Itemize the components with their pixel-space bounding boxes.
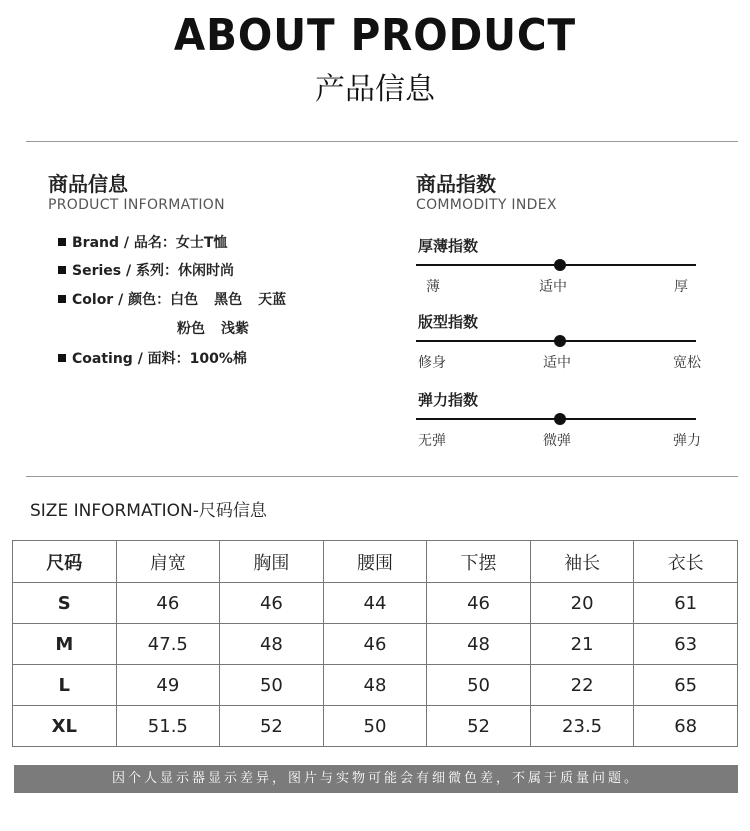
spec-color — [58, 289, 302, 309]
table-cell: 51.5 — [116, 706, 220, 747]
spec-coating-text: Coating / 面料：100%棉 — [72, 351, 247, 367]
bullet-icon — [58, 354, 66, 362]
divider-top — [26, 141, 738, 142]
table-cell: 49 — [116, 665, 220, 706]
table-row — [13, 624, 738, 665]
commodity-index-heading: 商品指数 — [416, 172, 496, 196]
product-info-heading: 商品信息 — [48, 172, 128, 196]
page-title-cn: 产品信息 — [315, 72, 435, 107]
table-cell: 46 — [427, 583, 531, 624]
table-cell: 61 — [634, 583, 738, 624]
table-cell: 50 — [427, 665, 531, 706]
table-cell: 20 — [530, 583, 634, 624]
table-cell: 50 — [220, 665, 324, 706]
index-fit-left: 修身 — [418, 355, 446, 371]
table-cell: 63 — [634, 624, 738, 665]
index-elasticity-left: 无弹 — [418, 433, 446, 449]
table-cell: 47.5 — [116, 624, 220, 665]
spec-brand — [58, 232, 227, 252]
table-header-cell: 胸围 — [220, 541, 324, 583]
table-cell: 46 — [116, 583, 220, 624]
table-header-cell: 袖长 — [530, 541, 634, 583]
size-info-title: SIZE INFORMATION-尺码信息 — [30, 501, 267, 521]
bullet-icon — [58, 238, 66, 246]
index-fit-middle: 适中 — [543, 355, 571, 371]
table-row — [13, 665, 738, 706]
table-cell: 52 — [220, 706, 324, 747]
color-value: 浅紫 — [221, 321, 249, 337]
table-cell: M — [13, 624, 117, 665]
divider-middle — [26, 476, 738, 477]
table-cell: 44 — [323, 583, 427, 624]
commodity-index-subheading: COMMODITY INDEX — [416, 197, 557, 213]
index-elasticity-title: 弹力指数 — [418, 391, 479, 409]
color-value: 粉色 — [177, 321, 205, 337]
table-cell: 46 — [220, 583, 324, 624]
table-header-cell: 腰围 — [323, 541, 427, 583]
index-thickness-left: 薄 — [426, 279, 440, 295]
table-cell: XL — [13, 706, 117, 747]
table-header-cell: 尺码 — [13, 541, 117, 583]
color-value: 黑色 — [214, 292, 243, 308]
index-fit-right: 宽松 — [673, 355, 701, 371]
index-thickness-marker — [554, 259, 566, 271]
spec-brand-text: Brand / 品名：女士T恤 — [72, 235, 228, 251]
table-header-cell: 下摆 — [427, 541, 531, 583]
spec-series-text: Series / 系列：休闲时尚 — [72, 263, 234, 279]
index-elasticity-middle: 微弹 — [543, 433, 571, 449]
index-fit-marker — [554, 335, 566, 347]
size-table — [12, 540, 738, 747]
product-info-subheading: PRODUCT INFORMATION — [48, 197, 225, 213]
index-thickness-right: 厚 — [674, 279, 688, 295]
index-fit-title: 版型指数 — [418, 313, 479, 331]
index-elasticity-marker — [554, 413, 566, 425]
page-title-en: ABOUT PRODUCT — [173, 10, 577, 61]
table-cell: 48 — [323, 665, 427, 706]
table-cell: 22 — [530, 665, 634, 706]
table-cell: 21 — [530, 624, 634, 665]
spec-coating — [58, 348, 247, 368]
spec-series — [58, 260, 234, 280]
table-cell: L — [13, 665, 117, 706]
color-value: 天蓝 — [258, 292, 287, 308]
table-header-row — [13, 541, 738, 583]
table-cell: 46 — [323, 624, 427, 665]
table-cell: 23.5 — [530, 706, 634, 747]
index-thickness-title: 厚薄指数 — [418, 237, 479, 255]
spec-color-line2 — [177, 318, 265, 338]
table-cell: 52 — [427, 706, 531, 747]
table-cell: 68 — [634, 706, 738, 747]
spec-color-label: Color / 颜色： — [72, 292, 171, 308]
bullet-icon — [58, 295, 66, 303]
bullet-icon — [58, 266, 66, 274]
table-row — [13, 706, 738, 747]
table-cell: 50 — [323, 706, 427, 747]
table-cell: 65 — [634, 665, 738, 706]
table-row — [13, 583, 738, 624]
table-cell: 48 — [220, 624, 324, 665]
disclaimer-banner: 因个人显示器显示差异，图片与实物可能会有细微色差，不属于质量问题。 — [14, 765, 738, 793]
table-cell: 48 — [427, 624, 531, 665]
color-value: 白色 — [170, 292, 199, 308]
index-elasticity-right: 弹力 — [673, 433, 701, 449]
index-thickness-middle: 适中 — [539, 279, 567, 295]
table-header-cell: 衣长 — [634, 541, 738, 583]
table-header-cell: 肩宽 — [116, 541, 220, 583]
table-cell: S — [13, 583, 117, 624]
